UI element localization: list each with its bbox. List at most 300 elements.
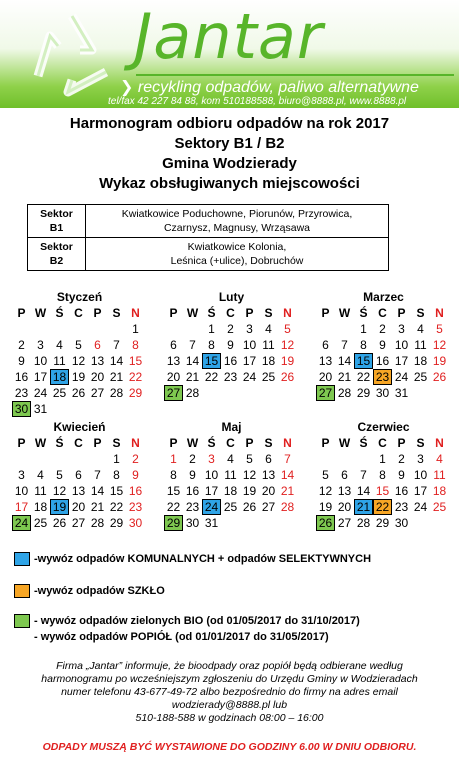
calendar-day: 24 [242,370,257,384]
sector-label-top: Sektor [40,208,73,220]
calendar-day: 6 [322,338,329,352]
calendar-day: 6 [170,338,177,352]
week-row [164,337,299,353]
calendar-day: 27 [261,500,276,514]
calendar-day: 20 [318,370,333,384]
calendar-day: 18 [413,354,428,368]
calendar-day: 22 [166,500,181,514]
empty-day [12,321,31,337]
weekday-label: N [435,306,444,320]
calendar-day: 28 [109,386,124,400]
tagline: ❯ recykling odpadów, paliwo alternatywne [120,79,419,96]
weekday-label: S [112,306,121,320]
calendar-day: 26 [316,515,335,531]
empty-day [335,321,354,337]
weekday-label: P [169,436,178,450]
calendar-day: 12 [318,484,333,498]
weekday-header [12,305,147,321]
footer-warning: ODPADY MUSZĄ BYĆ WYSTAWIONE DO GODZINY 6.00 W DNIU ODBIORU. [42,741,417,753]
weekday-label: P [17,436,26,450]
sector-table [27,204,389,271]
empty-day [107,321,126,337]
calendar-day: 14 [185,354,200,368]
calendar-day: 6 [341,468,348,482]
calendar-day: 13 [318,354,333,368]
weekday-label: P [397,306,406,320]
sector-localities-line: Czarnysz, Magnusy, Wrząsawa [163,222,311,234]
tagline-text: recykling odpadów, paliwo alternatywne [137,79,419,96]
calendar-day: 5 [56,468,63,482]
legend-text: -wywóz odpadów SZKŁO [34,585,165,597]
empty-day [164,321,183,337]
calendar-day: 3 [37,338,44,352]
empty-day [69,321,88,337]
sector-label [28,205,86,238]
calendar-day: 24 [202,499,221,515]
calendar-day: 11 [433,468,446,482]
calendar-day: 18 [432,484,447,498]
calendar-day: 21 [185,370,200,384]
empty-day [50,451,69,467]
calendar-day: 21 [90,500,105,514]
calendar-day: 9 [227,338,234,352]
legend-green [14,614,360,628]
calendar-day: 23 [14,386,29,400]
calendar-day: 29 [356,386,371,400]
legend-swatch-orange [14,584,30,598]
week-row [316,369,451,385]
weekday-label: Ś [359,306,368,320]
calendar-day: 26 [52,516,67,530]
document-titles [0,114,459,194]
weekday-header [164,435,299,451]
calendar-day: 20 [71,500,86,514]
calendar-day: 8 [113,468,120,482]
calendar-day: 1 [113,452,120,466]
week-row [12,353,147,369]
calendar-day: 4 [56,338,63,352]
sector-row-b2 [28,238,389,271]
calendar-day: 3 [208,452,215,466]
note-line: Firma „Jantar” informuje, że bioodpady oraz popiół będą odbierane według [56,660,403,672]
sector-label-code: B2 [49,255,64,267]
calendar-day: 13 [90,354,105,368]
month-name: Luty [218,290,245,304]
calendar-day: 24 [12,515,31,531]
month-name: Styczeń [56,290,103,304]
week-row [12,401,147,417]
empty-day [69,451,88,467]
weekday-header [164,305,299,321]
calendar-day: 1 [132,322,139,336]
calendar-day: 21 [354,499,373,515]
week-row [316,467,451,483]
calendar-day: 15 [166,484,181,498]
weekday-label: W [338,436,351,450]
week-row [12,337,147,353]
calendar-day: 11 [414,338,427,352]
calendar-day: 14 [109,354,124,368]
calendar-day: 10 [242,338,257,352]
weekday-label: P [17,306,26,320]
sector-label-code: B1 [49,222,64,234]
week-row [164,451,299,467]
calendar-day: 15 [109,484,124,498]
title-main: Harmonogram odbioru odpadów na rok 2017 [69,115,390,132]
calendar-day: 7 [341,338,348,352]
week-row [12,385,147,401]
month-name: Kwiecień [53,420,106,434]
calendar-day: 25 [261,370,276,384]
sector-row-b1 [28,205,389,238]
weekday-label: P [397,436,406,450]
calendar-day: 9 [18,354,25,368]
calendar-day: 9 [379,338,386,352]
calendar-day: 13 [261,468,276,482]
calendar-day: 7 [284,452,291,466]
calendar-day: 19 [71,370,86,384]
sector-localities-line: Leśnica (+ulice), Dobruchów [170,255,304,267]
calendar-day: 29 [128,386,143,400]
week-row [12,515,147,531]
weekday-label: Ś [55,306,64,320]
week-row [12,483,147,499]
calendar-day: 29 [164,515,183,531]
calendar-day: 17 [14,500,29,514]
calendar-day: 13 [71,484,86,498]
weekday-label: P [245,436,254,450]
empty-day [354,451,373,467]
empty-day [183,321,202,337]
title-municipality: Gmina Wodzierady [162,155,297,172]
calendar-day: 1 [170,452,177,466]
weekday-label: C [74,436,83,450]
empty-day [31,451,50,467]
calendar-day: 20 [337,500,352,514]
calendar-day: 12 [432,338,447,352]
calendar-day: 22 [109,500,124,514]
calendar-day: 23 [128,500,143,514]
week-row [316,451,451,467]
calendar-day: 13 [337,484,352,498]
weekday-label: N [283,306,292,320]
calendar-day: 27 [337,516,352,530]
calendar-day: 24 [413,500,428,514]
calendar-day: 1 [379,452,386,466]
calendar-day: 15 [128,354,143,368]
note-line: 510-188-588 w godzinach 08:00 – 16:00 [135,712,324,724]
calendar-day: 19 [242,484,257,498]
weekday-label: W [186,436,199,450]
calendar-day: 8 [208,338,215,352]
weekday-header [316,305,451,321]
empty-day [335,451,354,467]
weekday-label: S [112,436,121,450]
weekday-label: C [378,306,387,320]
calendar-day: 21 [337,370,352,384]
sector-localities [86,205,389,238]
weekday-label: W [186,306,199,320]
weekday-label: N [131,436,140,450]
weekday-label: S [416,306,425,320]
calendar-day: 19 [318,500,333,514]
calendar-day: 2 [189,452,196,466]
legend-blue [14,552,371,566]
week-row [12,369,147,385]
calendar-day: 25 [432,500,447,514]
calendar-day: 28 [90,516,105,530]
week-row [316,385,451,401]
month-calendar [12,420,147,531]
calendar-day: 30 [394,516,409,530]
weekday-label: Ś [55,436,64,450]
recycle-icon [22,6,122,102]
weekday-label: S [264,306,273,320]
calendar-day: 20 [166,370,181,384]
empty-day [12,451,31,467]
calendar-day: 23 [223,370,238,384]
calendar-day: 10 [394,338,409,352]
calendar-day: 31 [204,516,219,530]
calendar-day: 2 [398,452,405,466]
calendar-day: 24 [33,386,48,400]
week-row [164,515,299,531]
calendar-day: 28 [185,386,200,400]
calendar-day: 11 [34,484,47,498]
weekday-label: C [378,436,387,450]
calendar-day: 1 [208,322,215,336]
calendar-day: 23 [185,500,200,514]
calendar-day: 3 [417,452,424,466]
weekday-label: P [321,436,330,450]
calendar-day: 14 [90,484,105,498]
calendar-day: 5 [246,452,253,466]
calendar-day: 16 [185,484,200,498]
calendar-day: 30 [185,516,200,530]
calendar-day: 7 [189,338,196,352]
calendar-day: 8 [379,468,386,482]
weekday-label: S [416,436,425,450]
month-name: Czerwiec [357,420,410,434]
calendar-day: 25 [52,386,67,400]
week-row [316,515,451,531]
calendar-day: 16 [394,484,409,498]
empty-day [88,321,107,337]
calendar-day: 5 [436,322,443,336]
legend-swatch-green [14,614,30,628]
calendar-day: 29 [375,516,390,530]
week-row [12,467,147,483]
month-calendar [12,290,147,417]
calendar-day: 27 [90,386,105,400]
calendar-day: 2 [18,338,25,352]
calendar-day: 28 [356,516,371,530]
calendar-day: 31 [394,386,409,400]
calendar-day: 31 [33,402,48,416]
sector-localities-line: Kwiatkowice Kolonia, [187,241,287,253]
note-line: harmonogramu po wcześniejszym zgłoszeniu do Urzędu Gminy w Wodzieradach [41,673,418,685]
weekday-label: N [435,436,444,450]
calendar-day: 10 [14,484,29,498]
calendar-day: 30 [375,386,390,400]
title-localities: Wykaz obsługiwanych miejscowości [99,175,360,192]
calendar-day: 14 [280,468,295,482]
calendar-day: 29 [109,516,124,530]
calendar-day: 23 [394,500,409,514]
calendar-day: 15 [354,353,373,369]
calendar-day: 12 [71,354,86,368]
empty-day [316,451,335,467]
empty-day [88,451,107,467]
month-name: Marzec [363,290,404,304]
calendar-day: 10 [413,468,428,482]
calendar-day: 6 [94,338,101,352]
legend-orange [14,584,165,598]
calendar-day: 18 [33,500,48,514]
weekday-label: W [34,306,47,320]
empty-day [316,321,335,337]
calendar-day: 9 [189,468,196,482]
weekday-label: P [245,306,254,320]
calendar-day: 16 [375,354,390,368]
week-row [164,483,299,499]
week-row [164,369,299,385]
legend-text: - wywóz odpadów zielonych BIO (od 01/05/2017 do 31/10/2017) [34,615,360,627]
calendar-day: 12 [52,484,67,498]
week-row [316,321,451,337]
weekday-label: S [264,436,273,450]
month-calendar [164,420,299,531]
weekday-label: N [283,436,292,450]
calendar-day: 1 [360,322,367,336]
calendar-day: 12 [242,468,257,482]
note-line: numer telefonu 43-677-49-72 albo bezpośrednio do firmy na adres email [61,686,398,698]
note-line: wodzierady@8888.pl lub [171,699,288,711]
calendar-day: 30 [128,516,143,530]
calendar-day: 6 [265,452,272,466]
month-calendar [164,290,299,401]
weekday-label: W [338,306,351,320]
calendar-day: 4 [417,322,424,336]
calendar-day: 15 [202,353,221,369]
calendar-day: 3 [398,322,405,336]
calendar-day: 2 [379,322,386,336]
title-sectors: Sektory B1 / B2 [174,135,285,152]
calendar-day: 5 [284,322,291,336]
calendar-day: 18 [223,484,238,498]
calendar-day: 11 [224,468,237,482]
weekday-label: C [74,306,83,320]
empty-day [50,321,69,337]
week-row [316,337,451,353]
calendar-day: 22 [204,370,219,384]
calendar-day: 25 [33,516,48,530]
calendar-day: 8 [132,338,139,352]
calendar-day: 19 [432,354,447,368]
sector-label-top: Sektor [40,241,73,253]
calendar-day: 5 [322,468,329,482]
calendar-day: 18 [261,354,276,368]
calendar-day: 13 [166,354,181,368]
sector-localities-line: Kwiatkowice Poduchowne, Piorunów, Przyrowica, [121,208,353,220]
calendar-day: 21 [280,484,295,498]
brand-divider [136,74,454,76]
calendar-day: 4 [37,468,44,482]
calendar-day: 26 [242,500,257,514]
calendar-day: 4 [265,322,272,336]
week-row [316,353,451,369]
calendar-day: 5 [75,338,82,352]
calendar-day: 17 [413,484,428,498]
calendar-day: 11 [53,354,66,368]
calendar-day: 26 [280,370,295,384]
calendar-day: 20 [261,484,276,498]
week-row [164,385,299,401]
calendar-day: 22 [356,370,371,384]
info-note [0,660,459,725]
calendar-day: 17 [242,354,257,368]
sector-localities [86,238,389,271]
calendar-day: 19 [280,354,295,368]
calendar-day: 2 [227,322,234,336]
week-row [316,499,451,515]
header-banner [0,0,459,108]
weekday-label: Ś [207,306,216,320]
legend-green-sub: - wywóz odpadów POPIÓŁ (od 01/01/2017 do 31/05/2017) [34,631,329,643]
weekday-label: Ś [207,436,216,450]
month-calendar [316,290,451,401]
calendar-day: 8 [360,338,367,352]
legend-text: -wywóz odpadów KOMUNALNYCH + odpadów SELEKTYWNYCH [34,553,372,565]
weekday-label: P [321,306,330,320]
calendar-day: 14 [356,484,371,498]
calendar-day: 11 [262,338,275,352]
calendar-day: 17 [33,370,48,384]
calendar-day: 8 [170,468,177,482]
week-row [12,321,147,337]
week-row [164,321,299,337]
calendar-day: 21 [109,370,124,384]
calendar-day: 9 [132,468,139,482]
calendar-day: 30 [12,401,31,417]
weekday-label: W [34,436,47,450]
week-row [12,451,147,467]
calendar-day: 26 [432,370,447,384]
week-row [12,499,147,515]
weekday-label: P [93,306,102,320]
calendar-day: 10 [33,354,48,368]
calendar-day: 24 [394,370,409,384]
weekday-label: P [93,436,102,450]
weekday-label: N [131,306,140,320]
calendar-day: 2 [132,452,139,466]
weekday-label: Ś [359,436,368,450]
calendar-day: 26 [71,386,86,400]
week-row [164,467,299,483]
calendar-day: 22 [128,370,143,384]
calendar-day: 25 [223,500,238,514]
calendar-day: 27 [316,385,335,401]
empty-day [31,321,50,337]
month-calendar [316,420,451,531]
calendar-day: 19 [50,499,69,515]
calendar-day: 6 [75,468,82,482]
calendar-day: 16 [14,370,29,384]
week-row [316,483,451,499]
calendar-day: 17 [204,484,219,498]
month-name: Maj [221,420,242,434]
weekday-label: C [226,306,235,320]
